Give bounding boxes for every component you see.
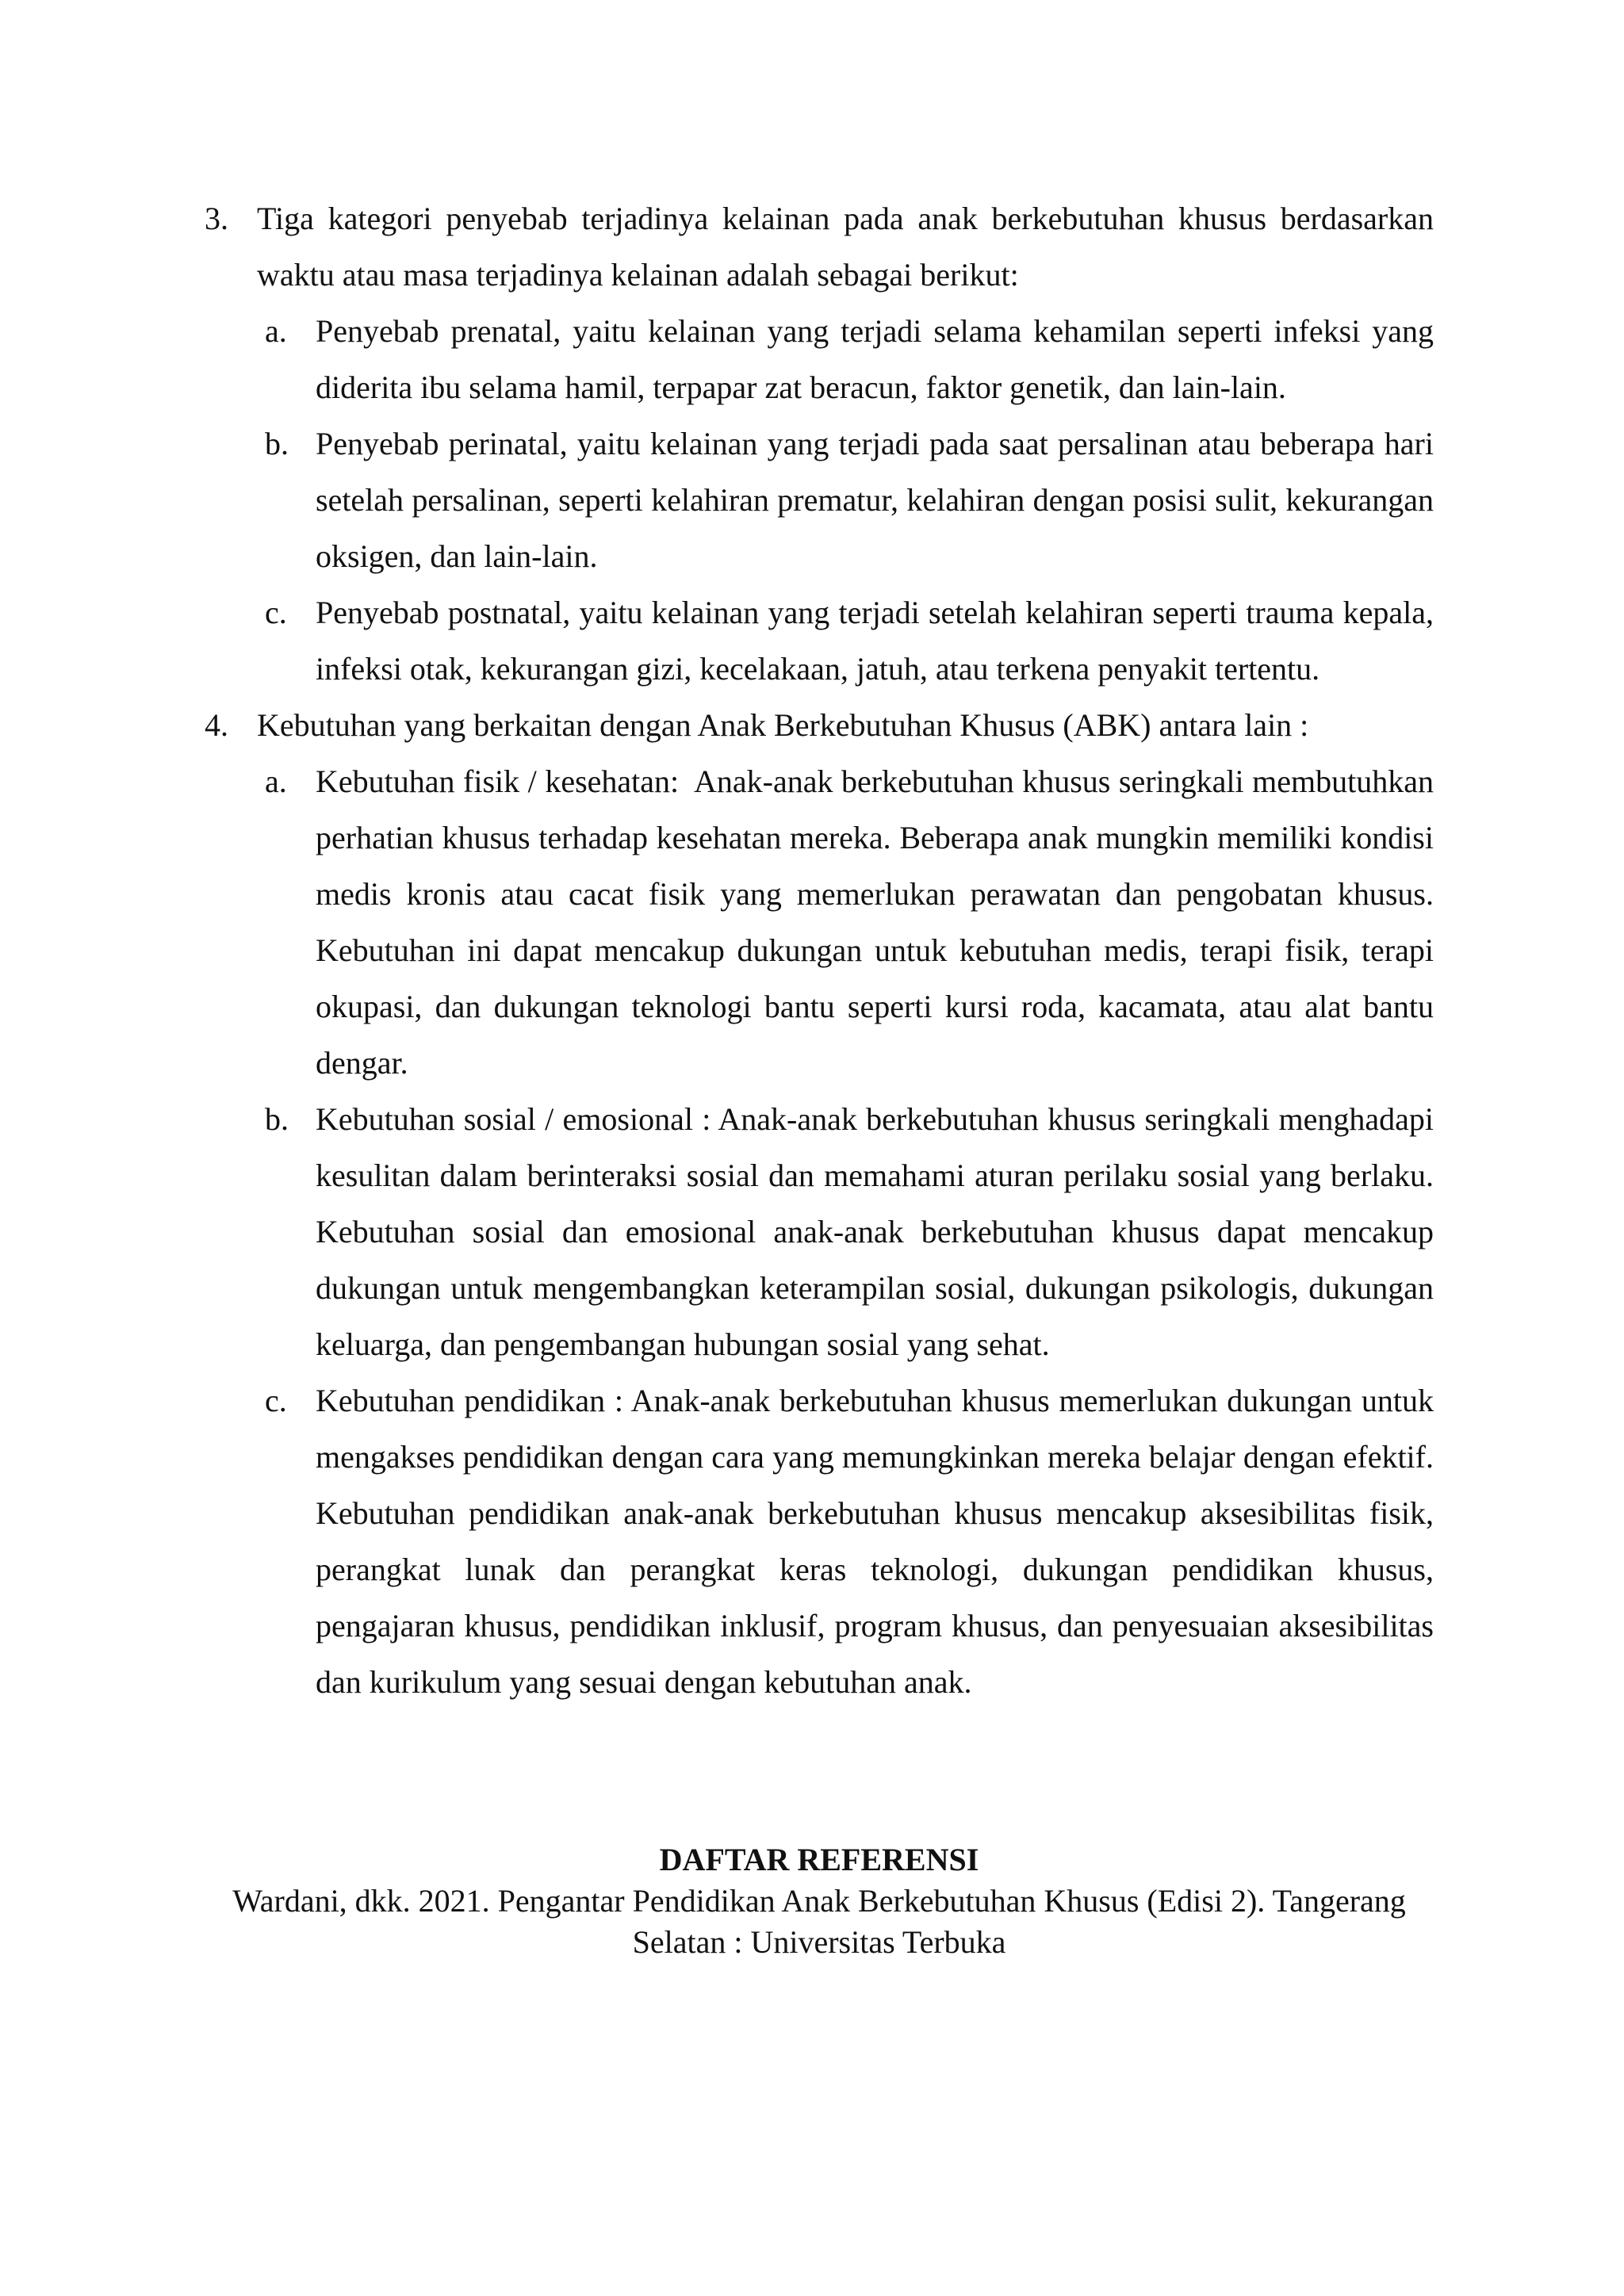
sub-item-text: Penyebab perinatal, yaitu kelainan yang terjadi pada saat persalinan atau beberapa hari setelah persalinan, seperti kelahiran prematur, kelahiran dengan posisi sulit, kekurangan oksigen, dan lain-lain.	[316, 426, 1434, 574]
sub-item-3b	[205, 415, 1434, 584]
sub-item-4a	[205, 753, 1442, 1091]
document-body	[205, 190, 1442, 1710]
sub-item-letter: a.	[265, 313, 287, 349]
list-item-4	[205, 697, 1442, 1710]
main-list	[205, 190, 1442, 1710]
sub-item-text: Kebutuhan fisik / kesehatan: Anak-anak berkebutuhan khusus seringkali membutuhkan perhatian khusus terhadap kesehatan mereka. Beberapa anak mungkin memiliki kondisi medis kronis atau cacat fisik yang memerlukan perawatan dan pengobatan khusus. Kebutuhan ini dapat mencakup dukungan untuk kebutuhan medis, terapi fisik, terapi okupasi, dan dukungan teknologi bantu seperti kursi roda, kacamata, atau alat bantu dengar.	[316, 763, 1442, 1081]
reference-entry-line-2: Selatan : Universitas Terbuka	[632, 1924, 1006, 1960]
sub-item-letter: c.	[265, 1383, 287, 1418]
sub-item-4c	[205, 1372, 1434, 1710]
list-number: 3.	[205, 201, 228, 236]
sub-item-3c	[205, 584, 1434, 697]
sub-item-text: Kebutuhan pendidikan : Anak-anak berkebutuhan khusus memerlukan dukungan untuk mengakses pendidikan dengan cara yang memungkinkan mereka belajar dengan efektif. Kebutuhan pendidikan anak-anak berkebutuhan khusus mencakup aksesibilitas fisik, perangkat lunak dan perangkat keras teknologi, dukungan pendidikan khusus, pengajaran khusus, pendidikan inklusif, program khusus, dan penyesuaian aksesibilitas dan kurikulum yang sesuai dengan kebutuhan anak.	[316, 1383, 1434, 1700]
sub-item-letter: c.	[265, 595, 287, 630]
sub-item-text: Penyebab postnatal, yaitu kelainan yang terjadi setelah kelahiran seperti trauma kepala, infeksi otak, kekurangan gizi, kecelakaan, jatuh, atau terkena penyakit tertentu.	[316, 595, 1434, 687]
sub-item-4b	[205, 1091, 1434, 1372]
list-item-text: Tiga kategori penyebab terjadinya kelainan pada anak berkebutuhan khusus berdasarkan waktu atau masa terjadinya kelainan adalah sebagai berikut:	[257, 201, 1434, 293]
sub-item-text: Kebutuhan sosial / emosional : Anak-anak berkebutuhan khusus seringkali menghadapi kesulitan dalam berinteraksi sosial dan memahami aturan perilaku sosial yang berlaku. Kebutuhan sosial dan emosional anak-anak berkebutuhan khusus dapat mencakup dukungan untuk mengembangkan keterampilan sosial, dukungan psikologis, dukungan keluarga, dan pengembangan hubungan sosial yang sehat.	[316, 1101, 1434, 1362]
sub-item-3a	[205, 303, 1434, 415]
sub-item-letter: a.	[265, 763, 287, 799]
references-section	[205, 1839, 1434, 1963]
list-number: 4.	[205, 707, 228, 743]
list-item-3	[205, 190, 1434, 697]
references-heading: DAFTAR REFERENSI	[659, 1842, 979, 1877]
sub-list	[257, 303, 1434, 697]
reference-entry-line-1: Wardani, dkk. 2021. Pengantar Pendidikan Anak Berkebutuhan Khusus (Edisi 2). Tangerang	[232, 1883, 1406, 1919]
sub-list	[257, 753, 1442, 1710]
list-item-text: Kebutuhan yang berkaitan dengan Anak Berkebutuhan Khusus (ABK) antara lain :	[257, 707, 1309, 743]
sub-item-letter: b.	[265, 426, 289, 461]
sub-item-letter: b.	[265, 1101, 289, 1137]
sub-item-text: Penyebab prenatal, yaitu kelainan yang terjadi selama kehamilan seperti infeksi yang diderita ibu selama hamil, terpapar zat beracun, faktor genetik, dan lain-lain.	[316, 313, 1434, 405]
